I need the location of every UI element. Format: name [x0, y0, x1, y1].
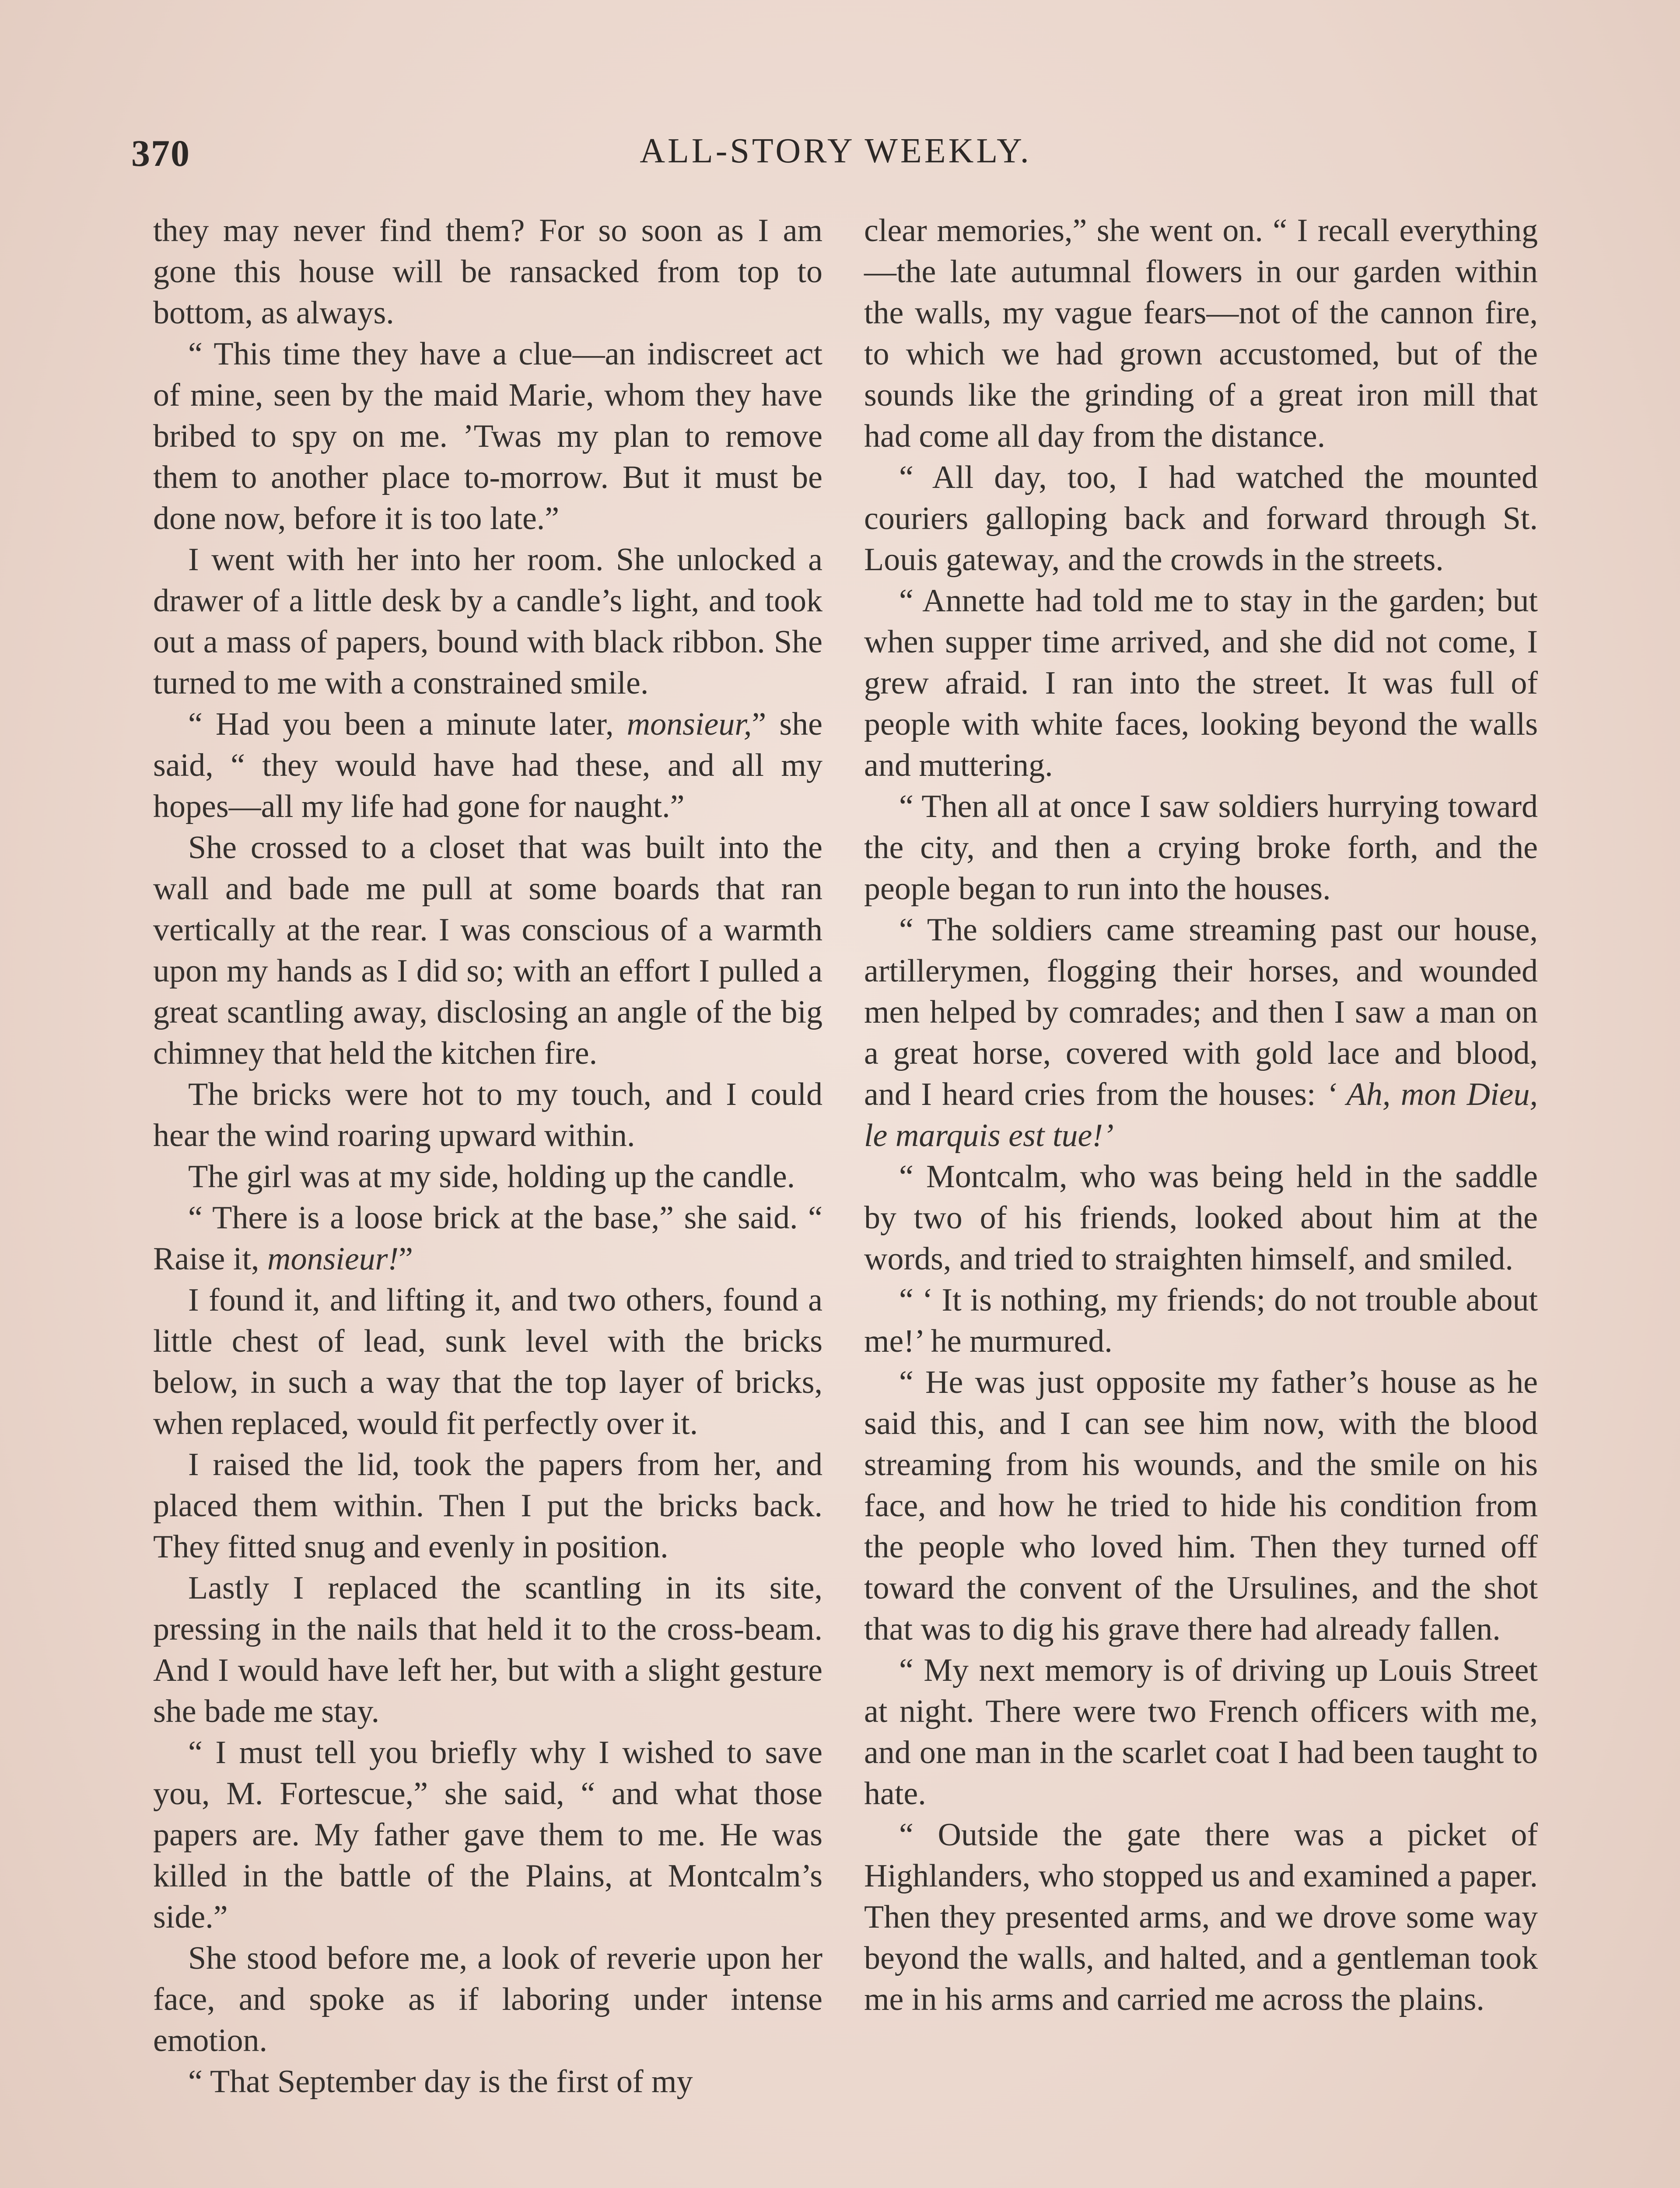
paragraph [864, 786, 1538, 909]
text-run: “ My next memory is of driving up Louis Street at night. There were two French officers with me, and one man in the scarlet coat I had been taught to hate. [864, 1652, 1538, 1812]
text-column-left [153, 210, 822, 2102]
paragraph [864, 1814, 1538, 2020]
text-run: The girl was at my side, holding up the candle. [188, 1159, 795, 1195]
italic-text: monsieur! [267, 1241, 399, 1277]
text-run: Lastly I replaced the scantling in its site, pressing in the nails that held it to the cross-beam. And I would have left her, but with a slight gesture she bade me stay. [153, 1570, 822, 1729]
text-run: “ All day, too, I had watched the mounted couriers galloping back and forward through St. Louis gateway, and the crowds in the streets. [864, 459, 1538, 578]
page-number: 370 [131, 132, 190, 174]
text-run: ” she said, “ they would have had these, and all my hopes—all my life had gone for naught.” [153, 706, 822, 824]
text-run: “ Had you been a minute later, [188, 706, 627, 742]
text-run: “ There is a loose brick at the base,” she said. “ Raise it, [153, 1200, 822, 1277]
running-head: ALL-STORY WEEKLY. [640, 132, 1032, 170]
text-run: She crossed to a closet that was built into the wall and bade me pull at some boards that ran vertically at the rear. I was conscious of a warmth upon my hands as I did so; with an effort I pulled a great scantling away, disclosing an angle of the big chimney that held the kitchen fire. [153, 830, 822, 1071]
text-run: clear memories,” she went on. “ I recall everything—the late autumnal flowers in our garden within the walls, my vague fears—not of the cannon fire, to which we had grown accustomed, but of the sounds like the grinding of a great iron mill that had come all day from the distance. [864, 213, 1538, 454]
text-run: “ I must tell you briefly why I wished to save you, M. Fortescue,” she said, “ and what those papers are. My father gave them to me. He was killed in the battle of the Plains, at Montcalm’s side.” [153, 1735, 822, 1935]
paragraph [153, 827, 822, 1074]
text-run: She stood before me, a look of reverie upon her face, and spoke as if laboring under intense emotion. [153, 1940, 822, 2058]
text-run: I raised the lid, took the papers from her, and placed them within. Then I put the bricks back. They fitted snug and evenly in position. [153, 1447, 822, 1565]
italic-text: ‘ Ah, mon Dieu, le marquis est tue!’ [864, 1076, 1538, 1154]
text-run: I found it, and lifting it, and two others, found a little chest of lead, sunk level with the bricks below, in such a way that the top layer of bricks, when replaced, would fit perfectly over it. [153, 1282, 822, 1441]
text-run: ” [399, 1241, 413, 1277]
paragraph [864, 457, 1538, 580]
paragraph [153, 1732, 822, 1938]
text-run: they may never find them? For so soon as I am gone this house will be ransacked from top to bottom, as always. [153, 213, 822, 331]
paragraph [864, 210, 1538, 457]
text-column-right [864, 210, 1538, 2020]
text-run: “ Outside the gate there was a picket of Highlanders, who stopped us and examined a paper. Then they presented arms, and we drove some way beyond the walls, and halted, and a gentleman took me in his arms and carried me across the plains. [864, 1817, 1538, 2017]
text-run: I went with her into her room. She unlocked a drawer of a little desk by a candle’s light, and took out a mass of papers, bound with black ribbon. She turned to me with a constrained smile. [153, 542, 822, 701]
italic-text: monsieur, [626, 706, 752, 742]
paragraph [153, 1567, 822, 1732]
paragraph [153, 1156, 822, 1197]
paragraph [153, 1074, 822, 1156]
paragraph [864, 580, 1538, 786]
text-run: “ ‘ It is nothing, my friends; do not trouble about me!’ he murmured. [864, 1282, 1538, 1359]
text-run: “ Annette had told me to stay in the garden; but when supper time arrived, and she did not come, I grew afraid. I ran into the street. It was full of people with white faces, looking beyond the walls and muttering. [864, 583, 1538, 783]
text-run: The bricks were hot to my touch, and I could hear the wind roaring upward within. [153, 1076, 822, 1154]
text-run: “ Montcalm, who was being held in the saddle by two of his friends, looked about him at the words, and tried to straighten himself, and smiled. [864, 1159, 1538, 1277]
paragraph [153, 1197, 822, 1280]
text-run: “ This time they have a clue—an indiscreet act of mine, seen by the maid Marie, whom they have bribed to spy on me. ’Twas my plan to remove them to another place to-morrow. But it must be done now, before it is too late.” [153, 336, 822, 536]
paragraph [153, 1444, 822, 1567]
text-run: “ He was just opposite my father’s house as he said this, and I can see him now, with the blood streaming from his wounds, and the smile on his face, and how he tried to hide his condition from the people who loved him. Then they turned off toward the convent of the Ursulines, and the shot that was to dig his grave there had already fallen. [864, 1364, 1538, 1647]
paragraph [864, 1362, 1538, 1650]
text-run: “ Then all at once I saw soldiers hurrying toward the city, and then a crying broke forth, and the people began to run into the houses. [864, 789, 1538, 907]
paragraph [153, 539, 822, 704]
paragraph [153, 1938, 822, 2061]
paragraph [153, 333, 822, 539]
paragraph [864, 909, 1538, 1156]
paragraph [864, 1650, 1538, 1814]
page-header [131, 131, 1540, 184]
paragraph [153, 704, 822, 827]
paragraph [153, 210, 822, 333]
paragraph [153, 2061, 822, 2102]
paragraph [153, 1280, 822, 1444]
paragraph [864, 1156, 1538, 1280]
text-run: “ The soldiers came streaming past our house, artillerymen, flogging their horses, and wounded men helped by comrades; and then I saw a man on a great horse, covered with gold lace and blood, and I heard cries from the houses: [864, 912, 1538, 1112]
paragraph [864, 1280, 1538, 1362]
text-run: “ That September day is the first of my [188, 2064, 693, 2100]
